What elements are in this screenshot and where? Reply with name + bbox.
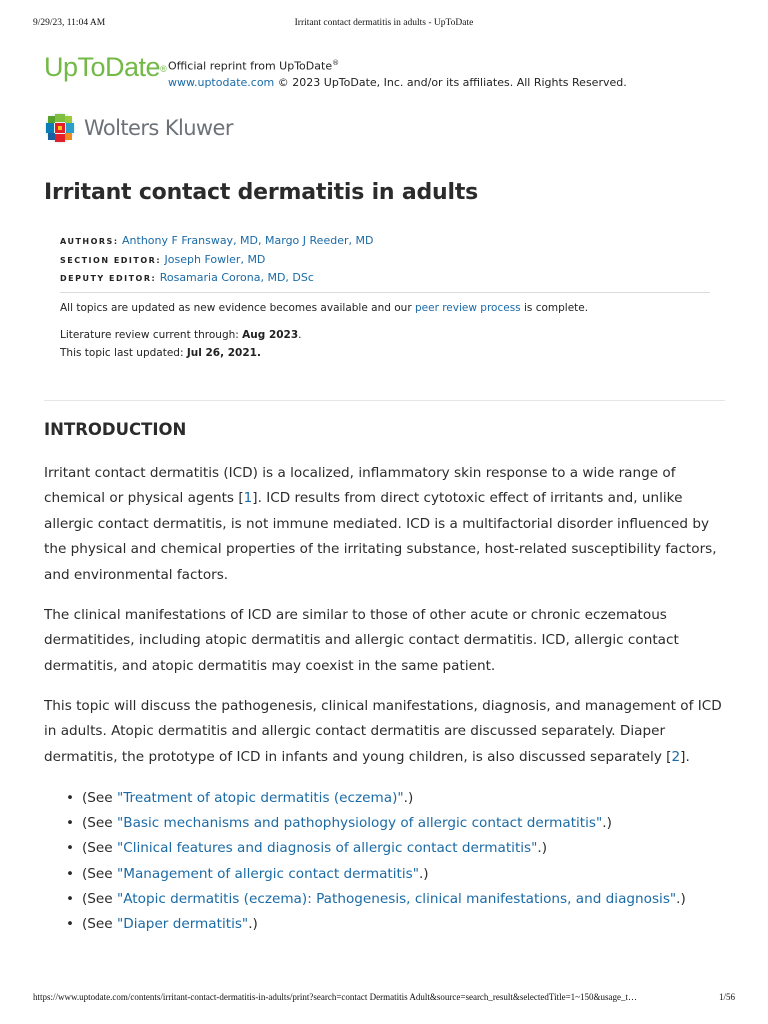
- print-date: 9/29/23, 11:04 AM: [33, 18, 106, 28]
- brand-header: [44, 52, 734, 92]
- see-link-acd-mechanisms[interactable]: "Basic mechanisms and pathophysiology of allergic contact dermatitis": [116, 815, 603, 832]
- reprint-text: Official reprint from UpToDate: [168, 59, 333, 73]
- see-link-atopic-dermatitis-pathogenesis[interactable]: "Atopic dermatitis (eczema): Pathogenesis, clinical manifestations, and diagnosis": [116, 890, 677, 907]
- update-note: All topics are updated as new evidence becomes available and our peer review process is complete.: [60, 302, 589, 314]
- literature-review-date: Aug 2023: [242, 329, 299, 341]
- uptodate-site-link[interactable]: www.uptodate.com: [168, 75, 275, 89]
- authors-label: AUTHORS:: [60, 237, 119, 246]
- literature-review-line: Literature review current through: Aug 2023.: [60, 329, 302, 341]
- list-item: • (See "Basic mechanisms and pathophysiology of allergic contact dermatitis".): [66, 815, 612, 832]
- see-link-acd-management[interactable]: "Management of allergic contact dermatitis": [116, 865, 419, 882]
- list-item: • (See "Diaper dermatitis".): [66, 916, 258, 933]
- see-also-list: [62, 786, 742, 937]
- author-block: [60, 232, 710, 288]
- deputy-editor-link[interactable]: Rosamaria Corona, MD, DSc: [159, 271, 314, 284]
- reference-link-2[interactable]: 2: [671, 748, 681, 765]
- section-editor-link[interactable]: Joseph Fowler, MD: [164, 252, 266, 266]
- divider: [60, 292, 710, 293]
- section-divider: [44, 400, 725, 401]
- last-updated-line: This topic last updated: Jul 26, 2021.: [60, 347, 261, 359]
- reprint-notice: Official reprint from UpToDate® www.uptodate.com © 2023 UpToDate, Inc. and/or its affiliates. All Rights Reserved.: [168, 59, 627, 89]
- deputy-editor-label: DEPUTY EDITOR:: [60, 274, 157, 283]
- see-link-acd-clinical-features[interactable]: "Clinical features and diagnosis of allergic contact dermatitis": [116, 840, 538, 857]
- section-heading-introduction: INTRODUCTION: [44, 420, 187, 439]
- copyright-text: © 2023 UpToDate, Inc. and/or its affiliates. All Rights Reserved.: [274, 75, 627, 89]
- section-editor-line: [60, 251, 710, 270]
- page-number: 1/56: [718, 992, 735, 1002]
- section-editor-label: SECTION EDITOR:: [60, 255, 162, 265]
- reference-link-1[interactable]: 1: [243, 490, 253, 507]
- intro-paragraph-2: The clinical manifestations of ICD are similar to those of other acute or chronic eczematous dermatitides, including atopic dermatitis and allergic contact dermatitis. ICD, allergic contact dermatitis, and atopic dermatitis may coexist in the same patient.: [44, 607, 679, 674]
- see-link-diaper-dermatitis[interactable]: "Diaper dermatitis": [116, 916, 249, 933]
- print-url: https://www.uptodate.com/contents/irritant-contact-dermatitis-in-adults/print?search=contact Dermatitis Adult&source=search_result&selectedTitle=1~150&usage_t…: [33, 992, 638, 1002]
- wolters-kluwer-logo-icon: [44, 112, 76, 144]
- print-title: Irritant contact dermatitis in adults - UpToDate: [294, 18, 474, 28]
- publisher-name: Wolters Kluwer: [84, 116, 233, 140]
- authors-link[interactable]: Anthony F Fransway, MD, Margo J Reeder, MD: [122, 234, 374, 247]
- intro-paragraph-1: Irritant contact dermatitis (ICD) is a localized, inflammatory skin response to a wide range of chemical or physical agents [1]. ICD results from direct cytotoxic effect of irritants and, unlike allergic contact dermatitis, is not immune mediated. ICD is a multifactorial disorder influenced by the physical and chemical properties of the irritating substance, host-related susceptibility factors, and environmental factors.: [44, 465, 717, 583]
- authors-line: [60, 232, 710, 251]
- see-link-treatment-atopic-dermatitis[interactable]: "Treatment of atopic dermatitis (eczema)": [116, 790, 404, 806]
- intro-paragraph-3: This topic will discuss the pathogenesis, clinical manifestations, diagnosis, and management of ICD in adults. Atopic dermatitis and allergic contact dermatitis are discussed separately. Diaper dermatitis, the prototype of ICD in infants and young children, is also discussed separately [2].: [44, 698, 722, 765]
- list-item: • (See "Management of allergic contact dermatitis".): [66, 865, 429, 882]
- list-item: • (See "Clinical features and diagnosis of allergic contact dermatitis".): [66, 840, 548, 857]
- peer-review-link[interactable]: peer review process: [414, 302, 521, 314]
- list-item: • (See "Atopic dermatitis (eczema): Pathogenesis, clinical manifestations, and diagnosis".): [66, 890, 686, 907]
- publisher-logo: [44, 112, 304, 146]
- page-title: Irritant contact dermatitis in adults: [44, 180, 479, 205]
- print-footer: [33, 992, 735, 1006]
- list-item: • (See "Treatment of atopic dermatitis (eczema)".): [66, 790, 414, 806]
- last-updated-date: Jul 26, 2021.: [186, 347, 261, 359]
- deputy-editor-line: [60, 269, 710, 288]
- review-dates: [60, 326, 710, 362]
- print-header: [0, 18, 768, 32]
- uptodate-logo[interactable]: UpToDate®: [44, 52, 167, 82]
